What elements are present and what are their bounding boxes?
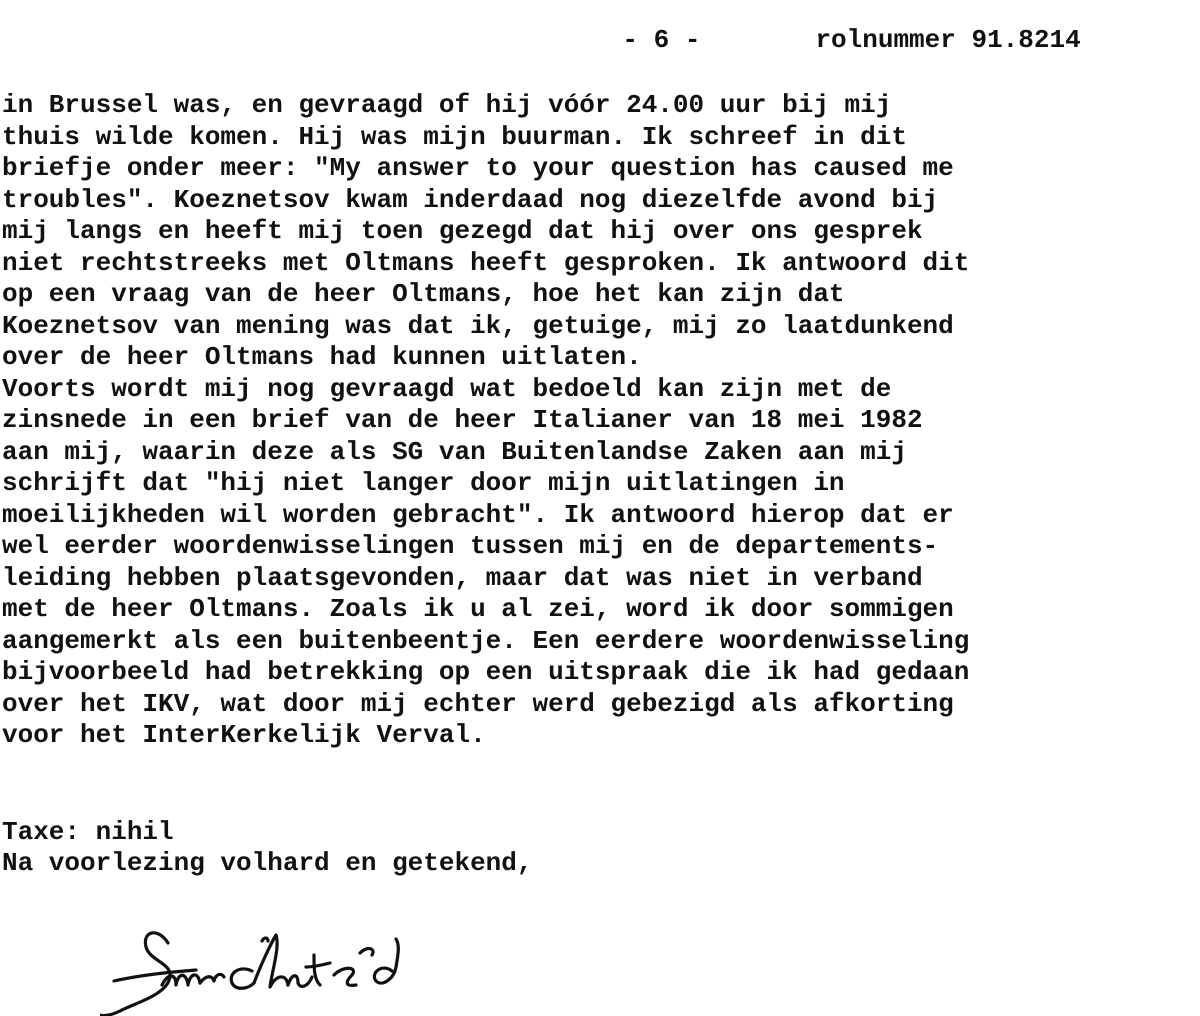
signature-image xyxy=(100,915,540,1016)
text-line: Koeznetsov van mening was dat ik, getuige, mij zo laatdunkend xyxy=(2,310,954,341)
text-line: troubles". Koeznetsov kwam inderdaad nog diezelfde avond bij xyxy=(2,184,939,215)
text-line: voor het InterKerkelijk Verval. xyxy=(2,720,486,750)
taxe-line: Taxe: nihil xyxy=(2,817,174,847)
text-line: in Brussel was, en gevraagd of hij vóór 24.00 uur bij mij xyxy=(2,90,892,120)
text-line: aan mij, waarin deze als SG van Buitenlandse Zaken aan mij xyxy=(2,436,907,467)
text-line: bijvoorbeeld had betrekking op een uitspraak die ik had gedaan xyxy=(2,657,970,687)
case-number: rolnummer 91.8214 xyxy=(815,25,1081,55)
text-line: niet rechtstreeks met Oltmans heeft gesproken. Ik antwoord dit xyxy=(2,247,970,278)
text-line: zinsnede in een brief van de heer Italianer van 18 mei 1982 xyxy=(2,405,923,435)
text-line: aangemerkt als een buitenbeentje. Een eerdere woordenwisseling xyxy=(2,625,970,656)
body-text xyxy=(2,90,969,752)
text-line: moeilijkheden wil worden gebracht". Ik antwoord hierop dat er xyxy=(2,499,954,530)
closing-line: Na voorlezing volhard en getekend, xyxy=(2,848,533,878)
text-line: op een vraag van de heer Oltmans, hoe het kan zijn dat xyxy=(2,279,845,309)
text-line: met de heer Oltmans. Zoals ik u al zei, word ik door sommigen xyxy=(2,594,954,624)
page-number: - 6 - xyxy=(622,25,701,55)
text-line: leiding hebben plaatsgevonden, maar dat was niet in verband xyxy=(2,562,923,593)
text-line: briefje onder meer: "My answer to your question has caused me xyxy=(2,153,954,183)
text-line: mij langs en heeft mij toen gezegd dat hij over ons gesprek xyxy=(2,216,923,246)
text-line: over het IKV, wat door mij echter werd gebezigd als afkorting xyxy=(2,688,954,719)
page-header xyxy=(560,0,1081,88)
text-line: wel eerder woordenwisselingen tussen mij en de departements- xyxy=(2,531,939,561)
text-line: over de heer Oltmans had kunnen uitlaten. xyxy=(2,342,642,372)
text-line: schrijft dat "hij niet langer door mijn uitlatingen in xyxy=(2,468,845,498)
text-line: Voorts wordt mij nog gevraagd wat bedoeld kan zijn met de xyxy=(2,373,892,404)
text-line: thuis wilde komen. Hij was mijn buurman. Ik schreef in dit xyxy=(2,121,907,152)
